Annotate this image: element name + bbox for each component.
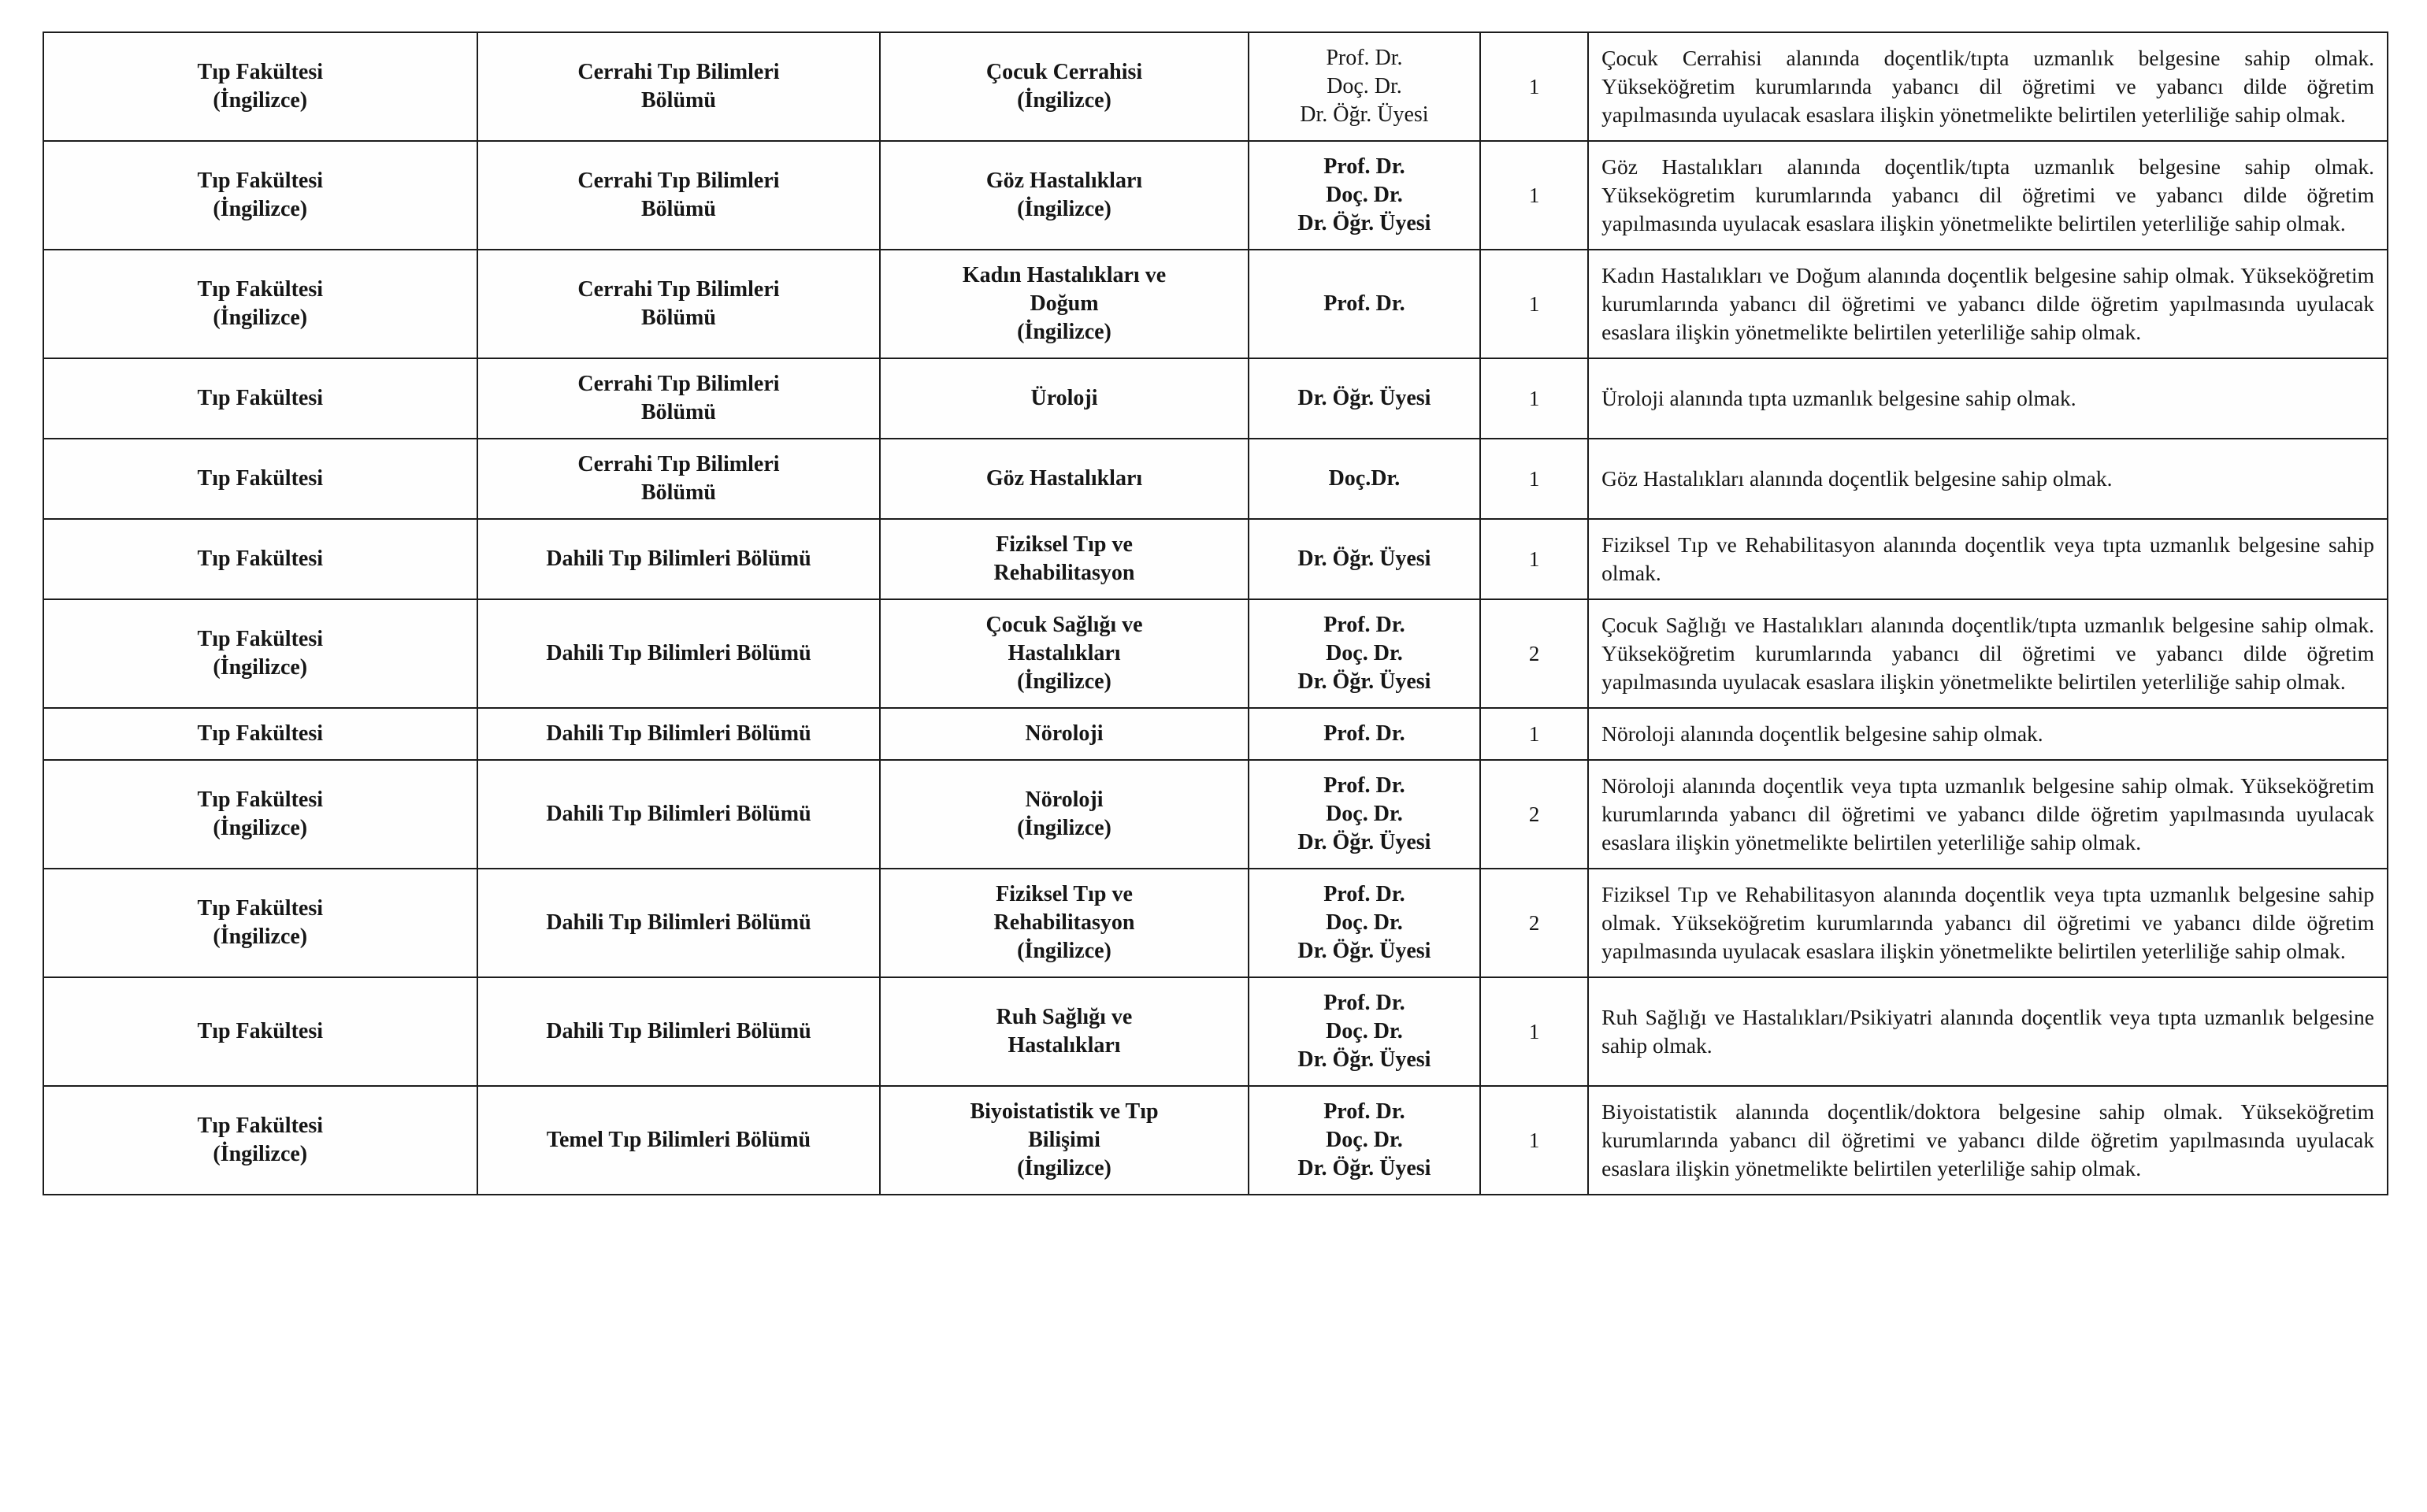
requirements-cell: Nöroloji alanında doçentlik belgesine sahip olmak. [1588,708,2388,760]
count-cell: 1 [1480,358,1588,439]
table-row [43,760,2388,869]
program-cell-line: (İngilizce) [1017,816,1111,840]
program-cell [880,869,1248,977]
department-cell-line: Cerrahi Tıp Bilimleri [577,60,780,84]
department-cell [477,141,881,250]
requirements-cell: Biyoistatistik alanında doçentlik/doktora belgesine sahip olmak. Yükseköğretim kurumlarında yabancı dil öğretimi ve yabancı dilde öğretim yapılmasında uyulacak esaslara ilişkin yönetmelikte belirtilen yeterliliğe sahip olmak. [1588,1086,2388,1195]
count-cell: 1 [1480,250,1588,358]
title-cell [1249,708,1481,760]
program-cell-line: (İngilizce) [1017,669,1111,694]
title-cell [1249,141,1481,250]
title-cell-line: Doç. Dr. [1326,1019,1403,1043]
program-cell [880,250,1248,358]
program-cell [880,599,1248,708]
faculty-cell-line: Tıp Fakültesi [197,1019,324,1043]
title-cell [1249,869,1481,977]
count-cell: 1 [1480,32,1588,141]
program-cell-line: Göz Hastalıkları [985,466,1143,491]
title-cell-line: Prof. Dr. [1323,613,1405,637]
faculty-cell [43,358,477,439]
program-cell-line: Bilişimi [1028,1128,1100,1152]
department-cell-line: Cerrahi Tıp Bilimleri [577,372,780,396]
department-cell [477,32,881,141]
title-cell [1249,439,1481,519]
department-cell-line: Bölümü [641,306,716,330]
department-cell [477,439,881,519]
requirements-cell: Çocuk Sağlığı ve Hastalıkları alanında doçentlik/tıpta uzmanlık belgesine sahip olmak. Yükseköğretim kurumlarında yabancı dil öğretimi ve yabancı dilde öğretim yapılmasında uyulacak esaslara ilişkin yönetmelikte belirtilen yeterliliğe sahip olmak. [1588,599,2388,708]
department-cell-line: Cerrahi Tıp Bilimleri [577,169,780,193]
faculty-cell-line: (İngilizce) [213,925,308,949]
program-cell [880,977,1248,1086]
title-cell-line: Dr. Öğr. Üyesi [1297,1156,1431,1180]
faculty-cell [43,869,477,977]
faculty-cell-line: Tıp Fakültesi [197,169,324,193]
faculty-cell [43,141,477,250]
department-cell-line: Dahili Tıp Bilimleri Bölümü [546,910,811,935]
title-cell [1249,32,1481,141]
program-cell-line: Üroloji [1030,386,1098,410]
count-cell: 1 [1480,141,1588,250]
count-cell: 2 [1480,599,1588,708]
faculty-cell [43,760,477,869]
table-row [43,708,2388,760]
table-row [43,977,2388,1086]
department-cell-line: Bölümü [641,480,716,505]
table-row [43,599,2388,708]
table-row [43,869,2388,977]
department-cell [477,599,881,708]
department-cell [477,869,881,977]
title-cell-line: Dr. Öğr. Üyesi [1297,1047,1431,1072]
department-cell [477,250,881,358]
department-cell [477,1086,881,1195]
title-cell-line: Doç. Dr. [1326,641,1403,665]
title-cell [1249,1086,1481,1195]
department-cell [477,708,881,760]
faculty-cell [43,250,477,358]
title-cell-line: Dr. Öğr. Üyesi [1297,939,1431,963]
title-cell [1249,250,1481,358]
table-row [43,1086,2388,1195]
title-cell-line: Prof. Dr. [1323,882,1405,906]
faculty-cell [43,708,477,760]
faculty-cell [43,977,477,1086]
faculty-cell-line: (İngilizce) [213,816,308,840]
program-cell-line: (İngilizce) [1017,88,1111,113]
title-cell-line: Prof. Dr. [1323,154,1405,179]
faculty-cell-line: Tıp Fakültesi [197,547,324,571]
faculty-cell [43,599,477,708]
requirements-cell: Fiziksel Tıp ve Rehabilitasyon alanında doçentlik veya tıpta uzmanlık belgesine sahip olmak. [1588,519,2388,599]
table-row [43,519,2388,599]
title-cell-line: Doç. Dr. [1326,910,1403,935]
faculty-cell-line: Tıp Fakültesi [197,277,324,302]
requirements-cell: Nöroloji alanında doçentlik veya tıpta uzmanlık belgesine sahip olmak. Yükseköğretim kurumlarında yabancı dil öğretimi ve yabancı dilde öğretim yapılmasında uyulacak esaslara ilişkin yönetmelikte belirtilen yeterliliğe sahip olmak. [1588,760,2388,869]
requirements-cell: Üroloji alanında tıpta uzmanlık belgesine sahip olmak. [1588,358,2388,439]
title-cell-line: Doç. Dr. [1327,74,1402,98]
title-cell-line: Doç. Dr. [1326,183,1403,207]
program-cell-line: Kadın Hastalıkları ve [962,263,1167,287]
faculty-cell-line: (İngilizce) [213,197,308,221]
table-row [43,32,2388,141]
table-row [43,250,2388,358]
title-cell-line: Doç. Dr. [1326,1128,1403,1152]
program-cell-line: Nöroloji [1025,788,1104,812]
program-cell [880,708,1248,760]
faculty-cell-line: (İngilizce) [213,1142,308,1166]
title-cell-line: Prof. Dr. [1323,1099,1405,1124]
department-cell-line: Dahili Tıp Bilimleri Bölümü [546,547,811,571]
program-cell-line: Ruh Sağlığı ve [996,1005,1133,1029]
program-cell-line: Doğum [1030,291,1099,316]
faculty-cell-line: Tıp Fakültesi [197,386,324,410]
title-cell-line: Prof. Dr. [1323,291,1405,316]
department-cell-line: Bölümü [641,197,716,221]
program-cell-line: Rehabilitasyon [993,910,1135,935]
faculty-cell-line: (İngilizce) [213,88,308,113]
program-cell-line: Hastalıkları [1008,1033,1121,1058]
title-cell-line: Dr. Öğr. Üyesi [1297,547,1431,571]
table-row [43,358,2388,439]
program-cell-line: Çocuk Sağlığı ve [985,613,1143,637]
faculty-cell-line: (İngilizce) [213,306,308,330]
faculty-cell [43,439,477,519]
count-cell: 2 [1480,760,1588,869]
faculty-cell-line: (İngilizce) [213,655,308,680]
department-cell-line: Dahili Tıp Bilimleri Bölümü [546,802,811,826]
requirements-cell: Göz Hastalıkları alanında doçentlik belgesine sahip olmak. [1588,439,2388,519]
academic-positions-table [43,32,2388,1195]
title-cell-line: Dr. Öğr. Üyesi [1300,102,1429,127]
table-row [43,439,2388,519]
count-cell: 2 [1480,869,1588,977]
program-cell-line: Fiziksel Tıp ve [996,532,1133,557]
program-cell-line: Nöroloji [1025,721,1104,746]
title-cell-line: Dr. Öğr. Üyesi [1297,211,1431,235]
title-cell-line: Dr. Öğr. Üyesi [1297,386,1431,410]
count-cell: 1 [1480,439,1588,519]
count-cell: 1 [1480,519,1588,599]
department-cell [477,358,881,439]
department-cell [477,760,881,869]
department-cell-line: Cerrahi Tıp Bilimleri [577,277,780,302]
program-cell-line: Biyoistatistik ve Tıp [970,1099,1159,1124]
department-cell-line: Dahili Tıp Bilimleri Bölümü [546,641,811,665]
requirements-cell: Kadın Hastalıkları ve Doğum alanında doçentlik belgesine sahip olmak. Yükseköğretim kurumlarında yabancı dil öğretimi ve yabancı dilde öğretim yapılmasında uyulacak esaslara ilişkin yönetmelikte belirtilen yeterliliğe sahip olmak. [1588,250,2388,358]
title-cell-line: Prof. Dr. [1323,773,1405,798]
program-cell-line: (İngilizce) [1017,939,1111,963]
program-cell-line: Rehabilitasyon [993,561,1135,585]
title-cell-line: Prof. Dr. [1326,46,1403,70]
faculty-cell [43,519,477,599]
program-cell-line: (İngilizce) [1017,197,1111,221]
department-cell [477,977,881,1086]
faculty-cell [43,32,477,141]
faculty-cell-line: Tıp Fakültesi [197,788,324,812]
program-cell-line: Hastalıkları [1008,641,1121,665]
department-cell [477,519,881,599]
count-cell: 1 [1480,1086,1588,1195]
department-cell-line: Cerrahi Tıp Bilimleri [577,452,780,476]
program-cell [880,439,1248,519]
title-cell-line: Prof. Dr. [1323,721,1405,746]
count-cell: 1 [1480,708,1588,760]
program-cell [880,1086,1248,1195]
program-cell [880,519,1248,599]
title-cell-line: Doç.Dr. [1328,466,1401,491]
department-cell-line: Bölümü [641,400,716,424]
title-cell-line: Dr. Öğr. Üyesi [1297,830,1431,854]
faculty-cell-line: Tıp Fakültesi [197,627,324,651]
table-row [43,141,2388,250]
title-cell-line: Doç. Dr. [1326,802,1403,826]
title-cell [1249,760,1481,869]
program-cell-line: (İngilizce) [1017,1156,1111,1180]
faculty-cell-line: Tıp Fakültesi [197,721,324,746]
title-cell [1249,358,1481,439]
program-cell [880,141,1248,250]
program-cell [880,760,1248,869]
program-cell-line: Fiziksel Tıp ve [996,882,1133,906]
title-cell [1249,519,1481,599]
faculty-cell-line: Tıp Fakültesi [197,896,324,921]
requirements-cell: Fiziksel Tıp ve Rehabilitasyon alanında doçentlik veya tıpta uzmanlık belgesine sahip olmak. Yükseköğretim kurumlarında yabancı dil öğretimi ve yabancı dilde öğretim yapılmasında uyulacak esaslara ilişkin yönetmelikte belirtilen yeterliliğe sahip olmak. [1588,869,2388,977]
count-cell: 1 [1480,977,1588,1086]
title-cell [1249,599,1481,708]
requirements-cell: Göz Hastalıkları alanında doçentlik/tıpta uzmanlık belgesine sahip olmak. Yüksekögretim kurumlarında yabancı dil öğretimi ve yabancı dilde öğretim yapılmasında uyulacak esaslara ilişkin yönetmelikte belirtilen yeterliliğe sahip olmak. [1588,141,2388,250]
title-cell-line: Prof. Dr. [1323,991,1405,1015]
faculty-cell [43,1086,477,1195]
faculty-cell-line: Tıp Fakültesi [197,60,324,84]
requirements-cell: Ruh Sağlığı ve Hastalıkları/Psikiyatri alanında doçentlik veya tıpta uzmanlık belgesine sahip olmak. [1588,977,2388,1086]
department-cell-line: Dahili Tıp Bilimleri Bölümü [546,721,811,746]
program-cell-line: Göz Hastalıkları [985,169,1143,193]
faculty-cell-line: Tıp Fakültesi [197,1114,324,1138]
title-cell-line: Dr. Öğr. Üyesi [1297,669,1431,694]
department-cell-line: Temel Tıp Bilimleri Bölümü [546,1128,811,1152]
department-cell-line: Bölümü [641,88,716,113]
program-cell [880,358,1248,439]
faculty-cell-line: Tıp Fakültesi [197,466,324,491]
requirements-cell: Çocuk Cerrahisi alanında doçentlik/tıpta uzmanlık belgesine sahip olmak. Yükseköğretim kurumlarında yabancı dil öğretimi ve yabancı dilde öğretim yapılmasında uyulacak esaslara ilişkin yönetmelikte belirtilen yeterliliğe sahip olmak. [1588,32,2388,141]
positions-table-body [43,32,2388,1195]
program-cell-line: Çocuk Cerrahisi [985,60,1143,84]
program-cell-line: (İngilizce) [1017,320,1111,344]
department-cell-line: Dahili Tıp Bilimleri Bölümü [546,1019,811,1043]
program-cell [880,32,1248,141]
title-cell [1249,977,1481,1086]
